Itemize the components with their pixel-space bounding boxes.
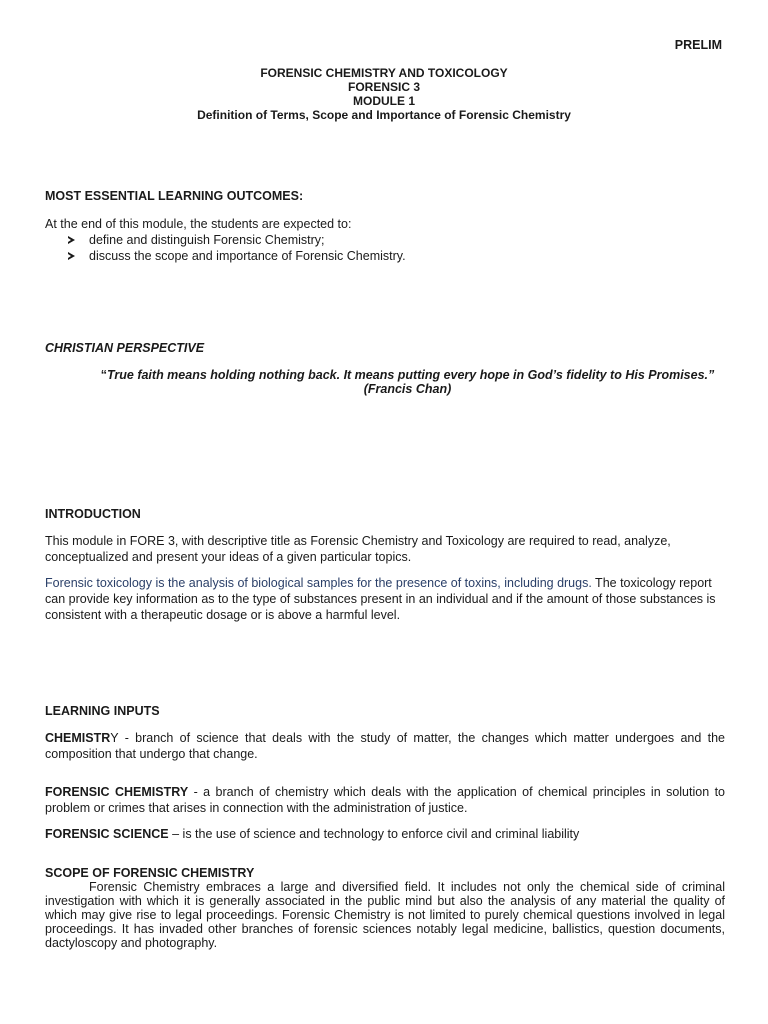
quote-author: (Francis Chan) [363,382,452,396]
term-label: PRELIM [674,38,722,52]
forensic-chemistry-definition [45,784,725,816]
forensic-chemistry-term: FORENSIC CHEMISTRY [45,785,189,799]
introduction-heading: INTRODUCTION [45,507,141,521]
quote-text: True faith means holding nothing back. It means putting every hope in God’s fidelity to His Promises.” [106,368,715,382]
scope-paragraph: Forensic Chemistry embraces a large and diversified field. It includes not only the chemical side of criminal investigation with which it is generally associated in the public mind but also the analysis of any material the quality of which may give rise to legal proceedings. Forensic Chemistry is not limited to purely chemical questions involved in legal proceedings. It has invaded other branches of forensic sciences notably legal medicine, ballistics, question documents, dactyloscopy and photography. [45,880,725,950]
arrow-bullet-icon [68,236,75,244]
outcomes-heading: MOST ESSENTIAL LEARNING OUTCOMES: [45,189,304,203]
forensic-science-term: FORENSIC SCIENCE [45,827,169,841]
christian-heading: CHRISTIAN PERSPECTIVE [45,341,205,355]
course-title: FORENSIC CHEMISTRY AND TOXICOLOGY [260,66,508,80]
quote-open-mark: “ [100,368,107,382]
module-title: Definition of Terms, Scope and Importance of Forensic Chemistry [197,108,571,122]
module-number: MODULE 1 [352,94,415,108]
quote-block [90,368,725,396]
outcomes-intro: At the end of this module, the students are expected to: [45,217,352,231]
introduction-paragraph-1: This module in FORE 3, with descriptive title as Forensic Chemistry and Toxicology are required to read, analyze, conceptualized and present your ideas of a given particular topics. [45,534,671,564]
forensic-science-definition [45,826,725,842]
forensic-science-def: – is the use of science and technology to enforce civil and criminal liability [168,827,580,841]
arrow-bullet-icon [68,252,75,260]
scope-heading: SCOPE OF FORENSIC CHEMISTRY [45,866,255,880]
learning-inputs-heading: LEARNING INPUTS [45,704,160,718]
course-code: FORENSIC 3 [347,80,420,94]
chemistry-term: CHEMISTR [45,731,111,745]
list-item: discuss the scope and importance of Forensic Chemistry. [68,248,406,264]
introduction-paragraph-2 [45,575,725,623]
chemistry-term-suffix: Y [110,731,119,745]
toxicology-report-text: The toxicology report can provide key information as to the type of substances present in an individual and if the amount of those substances is consistent with a therapeutic dosage or is above a harmful level. [45,576,716,622]
list-item: define and distinguish Forensic Chemistry; [68,232,406,248]
module-header [0,66,768,122]
forensic-chemistry-def: - a branch of chemistry which deals with the application of chemical principles in solution to problem or crimes that arises in connection with the administration of justice. [45,785,725,815]
chemistry-definition [45,730,725,762]
toxicology-definition: Forensic toxicology is the analysis of biological samples for the presence of toxins, including drugs. [45,576,592,590]
outcomes-list [68,232,406,264]
chemistry-def: - branch of science that deals with the study of matter, the changes which matter undergoes and the composition that undergo that change. [45,731,725,761]
